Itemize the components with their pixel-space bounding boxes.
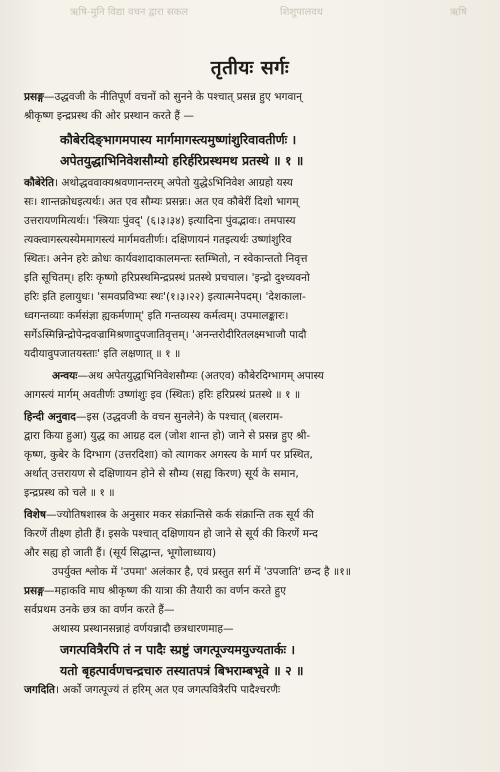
- commentary-line: इति सूचितम्। हरिः कृष्णो हरिप्रस्थमिन्द्रप्रस्थं प्रतस्थे प्रचचाल। 'इन्द्रो दुश्च्यवनो: [24, 272, 310, 284]
- commentary-line: हरिः इति हलायुधः। 'समवप्रविभ्यः स्थः'(१।३।२२) इत्यात्मनेपदम्। 'देशकाला-: [24, 291, 306, 303]
- commentary-line: स्थितः। अनेन हरेः क्रोधः कार्यवशादाकालमन्तः स्तम्भितो, न स्वेकान्ततो निवृत्त: [24, 253, 308, 265]
- bleed-left: ऋषि-मुनि विद्या वचन द्वारा सकल: [70, 7, 189, 18]
- anvaya-line: आगस्त्यं मार्गम् अवतीर्णः उष्णांशुः इव (स्थितः) हरिः हरिप्रस्थं प्रतस्थे ॥ १ ॥: [24, 389, 301, 401]
- hindi-line: अर्थात् उत्तरायण से दक्षिणायन होने से सौम्य (सह्य किरण) सूर्य के समान,: [24, 468, 299, 480]
- verse-line: यतो बृहत्पार्वणचन्द्रचारु तस्यातपत्रं बिभराम्बभूवे ॥ २ ॥: [60, 663, 304, 678]
- commentary-label: कौबेरेति: [24, 177, 55, 189]
- hindi-line: —इस (उद्धवजी के वचन सुनलेने) के पश्चात् (बलराम-: [75, 411, 283, 423]
- commentary-line: । अथोद्धववाक्यश्रवणानन्तरम् अपेतो युद्धेऽभिनिवेश आग्रहो यस्य: [54, 177, 293, 189]
- commentary-line: यदीयावुपजातयस्ताः' इति लक्षणात् ॥ १ ॥: [24, 348, 181, 360]
- hindi-label: हिन्दी अनुवाद: [24, 411, 76, 423]
- vishesh-line: उपर्युक्त श्लोक में 'उपमा' अलंकार है, एवं प्रस्तुत सर्ग में 'उपजाति' छन्द है ॥१॥: [52, 566, 352, 578]
- verse-2: [24, 639, 486, 681]
- verse-1: [24, 129, 486, 171]
- anvaya-line: —अथ अपेतयुद्धाभिनिवेशसौम्यः (अतएव) कौबेरदिग्भागम् अपास्य: [77, 370, 324, 382]
- commentary-line: ध्वगन्तव्याः कर्मसंज्ञा ह्यकर्मणाम्' इति गन्तव्यस्य कर्मत्वम्। उपमालङ्कारः।: [24, 310, 289, 322]
- intro-line: अथास्य प्रस्थानसन्नाहं वर्णयन्नादौ छत्रधारणमाह—: [52, 623, 234, 635]
- chapter-heading: तृतीयः सर्गः: [210, 57, 290, 79]
- anvaya: [24, 367, 486, 405]
- prasanga-text-line: श्रीकृष्ण इन्द्रप्रस्थ की ओर प्रस्थान करते हैं —: [24, 110, 194, 122]
- bleed-center: शिशुपालवध: [280, 7, 323, 18]
- bleed-right: ऋषि: [450, 7, 467, 18]
- commentary-1: [24, 174, 486, 364]
- hindi-line: द्वारा किया हुआ) युद्ध का आग्रह दल (जोश शान्त हो) जाने से प्रसन्न हुए श्री-: [24, 430, 311, 442]
- commentary-line: । अर्को जगत्पूज्यं तं हरिम् अत एव जगत्पवित्रैरपि पादैश्चरणैः: [54, 684, 281, 696]
- commentary-line: त्यक्त्वागस्त्यस्येममागस्त्यं मार्गमवतीर्णः। दक्षिणायनं गतइत्यर्थः उष्णांशुरिव: [24, 234, 292, 246]
- verse-line: जगत्पवित्रैरपि तं न पादैः स्प्रष्टुं जगत्पूज्यमयुज्यतार्कः ।: [60, 642, 296, 657]
- verse-line: कौबेरदिङ्भागमपास्य मार्गमागस्त्यमुष्णांशुरिवावतीर्णः ।: [60, 132, 297, 147]
- prasanga-2: [24, 582, 486, 620]
- commentary-line: उत्तरायणमित्यर्थः। 'स्त्रियाः पुंवद्' (६।३।३४) इत्यादिना पुंवद्भावः। तमपास्य: [24, 215, 296, 227]
- hindi-translation: [24, 408, 486, 503]
- prasanga-text-line: —महाकवि माघ श्रीकृष्ण की यात्रा की तैयारी का वर्णन करते हुए: [43, 585, 286, 597]
- commentary-label: जगदिति: [24, 684, 55, 696]
- hindi-line: इन्द्रप्रस्थ को चले ॥ १ ॥: [24, 487, 115, 499]
- bleed-through-text: [40, 4, 480, 18]
- vishesh-note: [24, 506, 486, 582]
- commentary-line: सर्गेऽस्मिन्निन्द्रोपेन्द्रवज्रामिश्रणादुपजातिवृत्तम्। 'अनन्तरोदीरितलक्ष्मभाजौ पादौ: [24, 329, 307, 341]
- vishesh-line: किरणें तीक्ष्ण होती हैं। इसके पश्चात् दक्षिणायन हो जाने से सूर्य की किरणें मन्द: [24, 528, 318, 540]
- prasanga-1: [24, 88, 486, 126]
- vishesh-label: विशेष: [24, 509, 46, 521]
- verse-line: अपेतयुद्धाभिनिवेशसौम्यो हरिर्हरिप्रस्थमथ प्रतस्थे ॥ १ ॥: [60, 153, 304, 168]
- commentary-line: सः। शान्तक्रोधइत्यर्थः। अत एव सौम्यः प्रसन्नः। अत एव कौबेरीं दिशो भागम्: [24, 196, 299, 208]
- prasanga-text-line: सर्वप्रथम उनके छत्र का वर्णन करते हैं—: [24, 604, 175, 616]
- prasanga-label: प्रसङ्ग: [24, 585, 44, 597]
- prasanga-text-line: —उद्धवजी के नीतिपूर्ण वचनों को सुनने के पश्चात् प्रसन्न हुए भगवान्: [43, 91, 302, 103]
- prasanga-label: प्रसङ्ग: [24, 91, 44, 103]
- anvaya-label: अन्वयः: [52, 370, 78, 382]
- page-body: [24, 88, 486, 700]
- vishesh-line: —ज्योतिषशास्त्र के अनुसार मकर संक्रान्तिसे कर्क संक्रान्ति तक सूर्य की: [45, 509, 314, 521]
- vishesh-line: और सह्य हो जाती हैं। (सूर्य सिद्धान्त, भूगोलाध्याय): [24, 547, 217, 559]
- hindi-line: कृष्ण, कुबेर के दिग्भाग (उत्तरदिशा) को त्यागकर अगस्त्य के मार्ग पर प्रस्थित,: [24, 449, 313, 461]
